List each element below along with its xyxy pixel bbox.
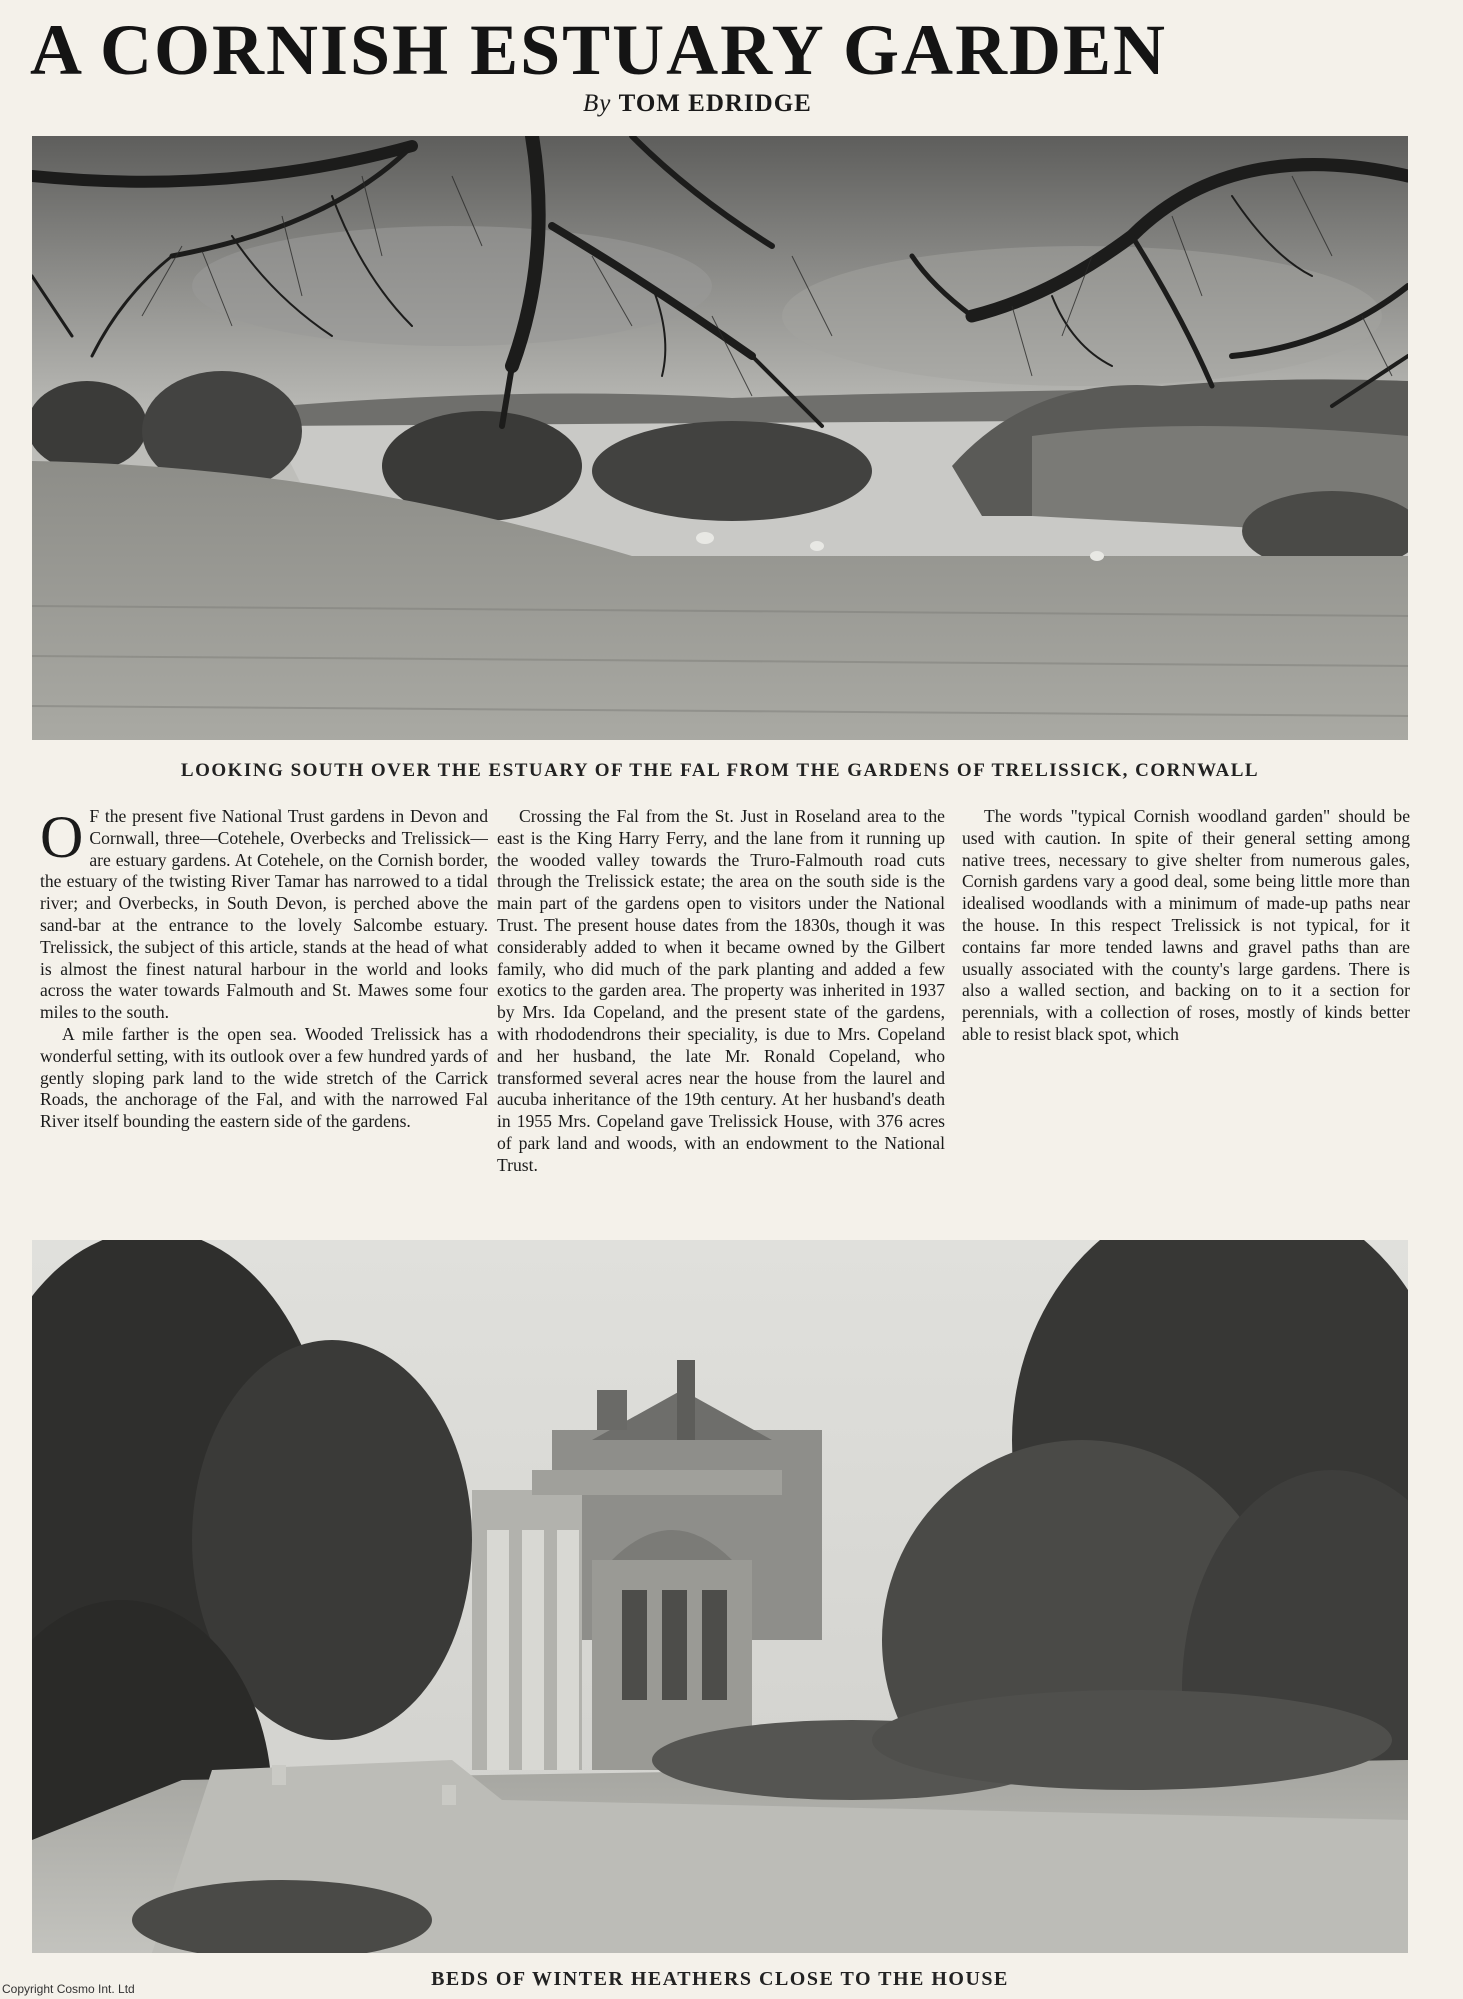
paragraph-1-text: F the present five National Trust gardens in Devon and Cornwall, three—Cotehele, Overbecks and Trelissick—are estuary gardens. At Cotehele, on the Cornish border, the estuary of the twisting River Tamar has narrowed to a tidal river; and Overbecks, in South Devon, is perched above the sand-bar at the entrance to the lovely Salcombe estuary. Trelissick, the subject of this article, stands at the head of what is almost the finest natural harbour in the world and looks across the water towards Falmouth and St. Mawes some four miles to the south. — [40, 806, 488, 1023]
byline-by: By — [583, 90, 612, 117]
byline — [583, 90, 983, 118]
copyright-notice: Copyright Cosmo Int. Ltd — [2, 1982, 135, 1996]
paragraph-3: Crossing the Fal from the St. Just in Roseland area to the east is the King Harry Ferry, and the lane from it running up the wooded valley towards the Truro-Falmouth road cuts through the Trelissick estate; the area on the south side is the main part of the gardens open to visitors under the National Trust. The present house dates from the 1830s, though it was considerably added to when it became owned by the Gilbert family, who did much of the park planting and added a few exotics to the garden area. The property was inherited in 1937 by Mrs. Ida Copeland, and the present state of the gardens, with rhododendrons their speciality, is due to Mrs. Copeland and her husband, the late Mr. Ronald Copeland, who transformed several acres near the house from the laurel and aucuba inheritance of the 19th century. At her husband's death in 1955 Mrs. Copeland gave Trelissick House, with 376 acres of park land and woods, with an endowment to the National Trust. — [497, 806, 945, 1175]
page-title: A CORNISH ESTUARY GARDEN — [30, 10, 1167, 90]
house-photo — [32, 1240, 1408, 1953]
estuary-photo — [32, 136, 1408, 740]
caption-top: LOOKING SOUTH OVER THE ESTUARY OF THE FAL FROM THE GARDENS OF TRELISSICK, CORNWALL — [180, 760, 1260, 781]
paragraph-2: A mile farther is the open sea. Wooded Trelissick has a wonderful setting, with its outlook over a few hundred yards of gently sloping park land to the wide stretch of the Carrick Roads, the anchorage of the Fal, and with the narrowed Fal River itself bounding the eastern side of the gardens. — [40, 1023, 488, 1132]
drop-cap: O — [40, 806, 84, 870]
caption-bottom: BEDS OF WINTER HEATHERS CLOSE TO THE HOUSE — [431, 1968, 1009, 1990]
text-column-1 — [40, 806, 488, 1216]
text-column-3 — [962, 806, 1410, 1216]
author-name: TOM EDRIDGE — [618, 90, 812, 117]
paragraph-1 — [40, 806, 488, 1024]
text-column-2 — [497, 806, 945, 1216]
paragraph-4: The words "typical Cornish woodland garden" should be used with caution. In spite of their general setting among native trees, necessary to give shelter from numerous gales, Cornish gardens vary a good deal, some being little more than idealised woodlands with a minimum of made-up paths near the house. In this respect Trelissick is not typical, for it contains far more tended lawns and gravel paths than are usually associated with the county's large gardens. There is also a walled section, and backing on to it a section for perennials, with a collection of roses, mostly of kinds better able to resist black spot, which — [962, 806, 1410, 1044]
